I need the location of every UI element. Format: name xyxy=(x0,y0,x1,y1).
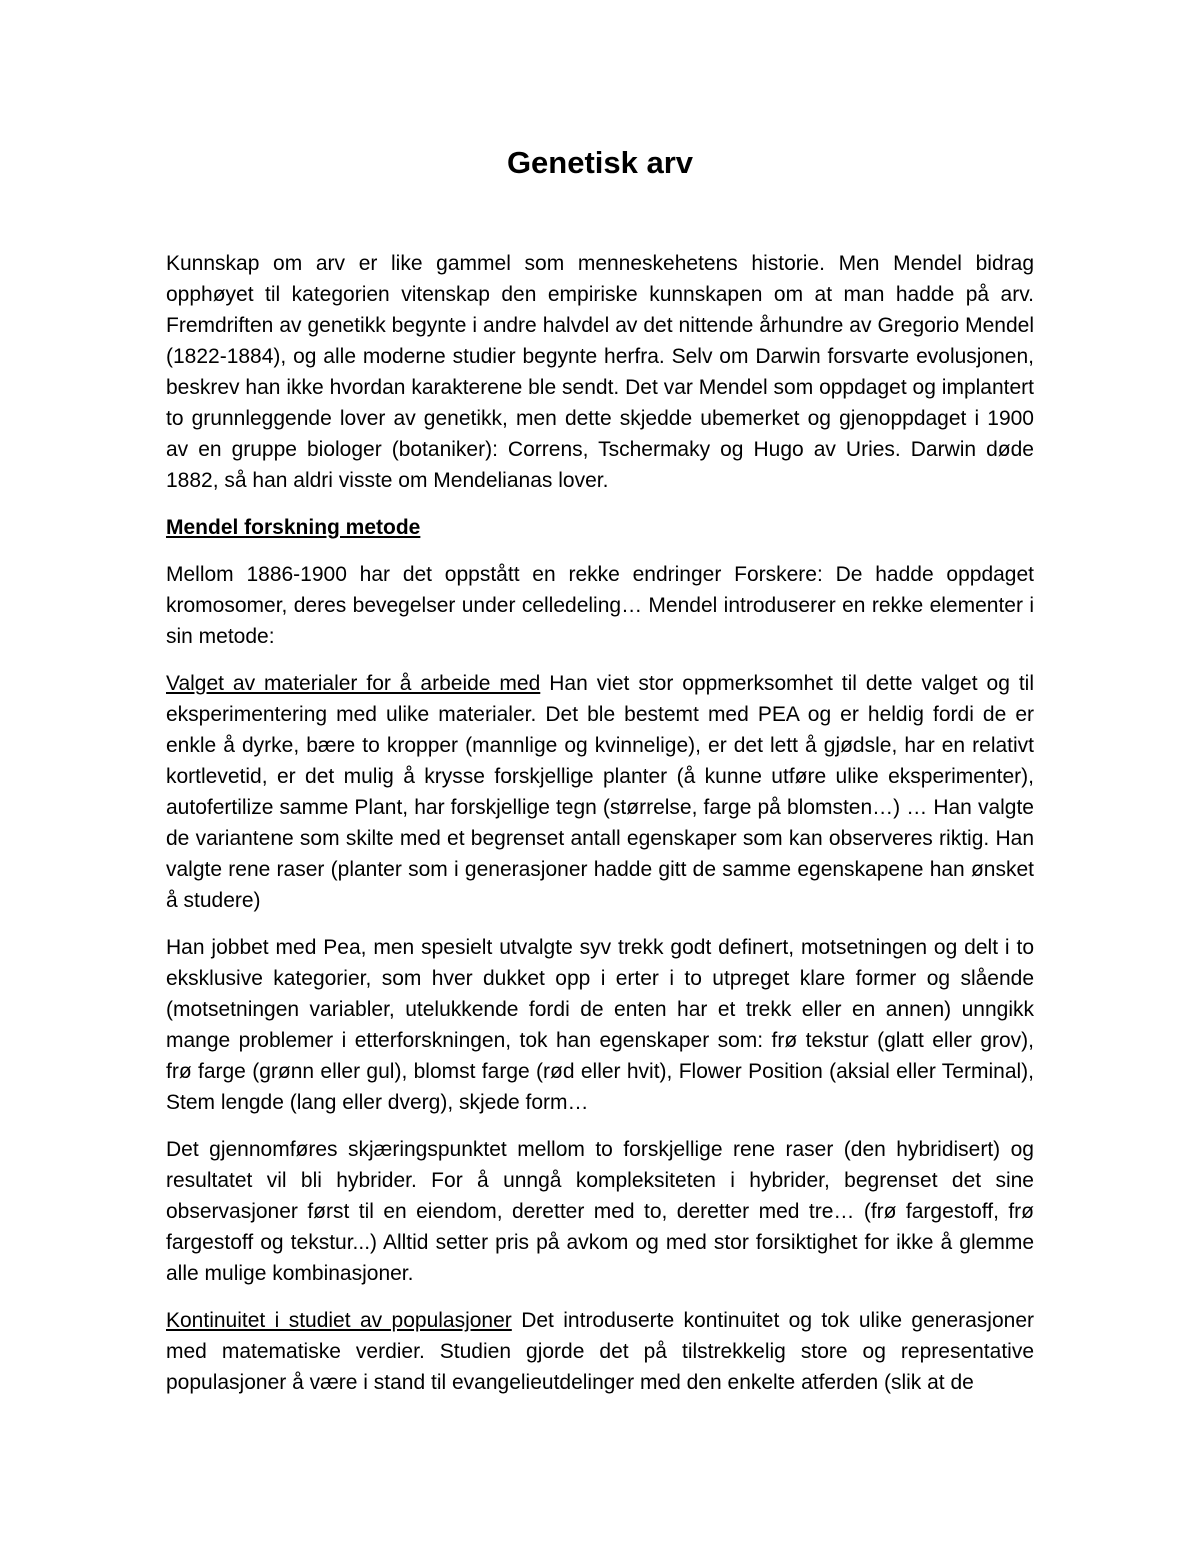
continuity-label: Kontinuitet i studiet av populasjoner xyxy=(166,1309,512,1332)
section-intro-paragraph: Mellom 1886-1900 har det oppstått en rekke endringer Forskere: De hadde oppdaget kromosomer, deres bevegelser under celledeling… Mendel introduserer en rekke elementer i sin metode: xyxy=(166,563,1034,648)
traits-paragraph: Han jobbet med Pea, men spesielt utvalgte syv trekk godt definert, motsetningen og delt i to eksklusive kategorier, som hver dukket opp i erter i to utpreget klare former og slående (motsetningen variabler, utelukkende fordi de enten har et trekk eller en annen) unngikk mange problemer i etterforskningen, tok han egenskaper som: frø tekstur (glatt eller grov), frø farge (grønn eller gul), blomst farge (rød eller hvit), Flower Position (aksial eller Terminal), Stem lengde (lang eller dverg), skjede form… xyxy=(166,936,1034,1114)
materials-paragraph xyxy=(166,668,1034,916)
materials-label: Valget av materialer for å arbeide med xyxy=(166,672,541,695)
intro-paragraph: Kunnskap om arv er like gammel som menneskehetens historie. Men Mendel bidrag opphøyet til kategorien vitenskap den empiriske kunnskapen om at man hadde på arv. Fremdriften av genetikk begynte i andre halvdel av det nittende århundre av Gregorio Mendel (1822-1884), og alle moderne studier begynte herfra. Selv om Darwin forsvarte evolusjonen, beskrev han ikke hvordan karakterene ble sendt. Det var Mendel som oppdaget og implantert to grunnleggende lover av genetikk, men dette skjedde ubemerket og gjenoppdaget i 1900 av en gruppe biologer (botaniker): Correns, Tschermaky og Hugo av Uries. Darwin døde 1882, så han aldri visste om Mendelianas lover. xyxy=(166,252,1034,492)
continuity-text: Det introduserte kontinuitet og tok ulike generasjoner med matematiske verdier. Studien gjorde det på tilstrekkelig store og representative populasjoner å være i stand til evangelieutdelinger med den enkelte atferden (slik at de xyxy=(166,1309,1034,1394)
document-title: Genetisk arv xyxy=(506,145,694,180)
continuity-paragraph xyxy=(166,1305,1034,1398)
materials-text: Han viet stor oppmerksomhet til dette valget og til eksperimentering med ulike materialer. Det ble bestemt med PEA og er heldig fordi de er enkle å dyrke, bære to kropper (mannlige og kvinnelige), er det lett å gjødsle, har en relativt kortlevetid, er det mulig å krysse forskjellige planter (å kunne utføre ulike eksperimenter), autofertilize samme Plant, har forskjellige tegn (størrelse, farge på blomsten…) … Han valgte de variantene som skilte med et begrenset antall egenskaper som kan observeres riktig. Han valgte rene raser (planter som i generasjoner hadde gitt de samme egenskapene han ønsket å studere) xyxy=(166,672,1034,912)
section-heading: Mendel forskning metode xyxy=(166,516,421,539)
crossing-paragraph: Det gjennomføres skjæringspunktet mellom to forskjellige rene raser (den hybridisert) og resultatet vil bli hybrider. For å unngå kompleksiteten i hybrider, begrenset det sine observasjoner først til en eiendom, deretter med to, deretter med tre… (frø fargestoff, frø fargestoff og tekstur...) Alltid setter pris på avkom og med stor forsiktighet for ikke å glemme alle mulige kombinasjoner. xyxy=(166,1138,1034,1285)
document-body xyxy=(166,140,1034,1414)
